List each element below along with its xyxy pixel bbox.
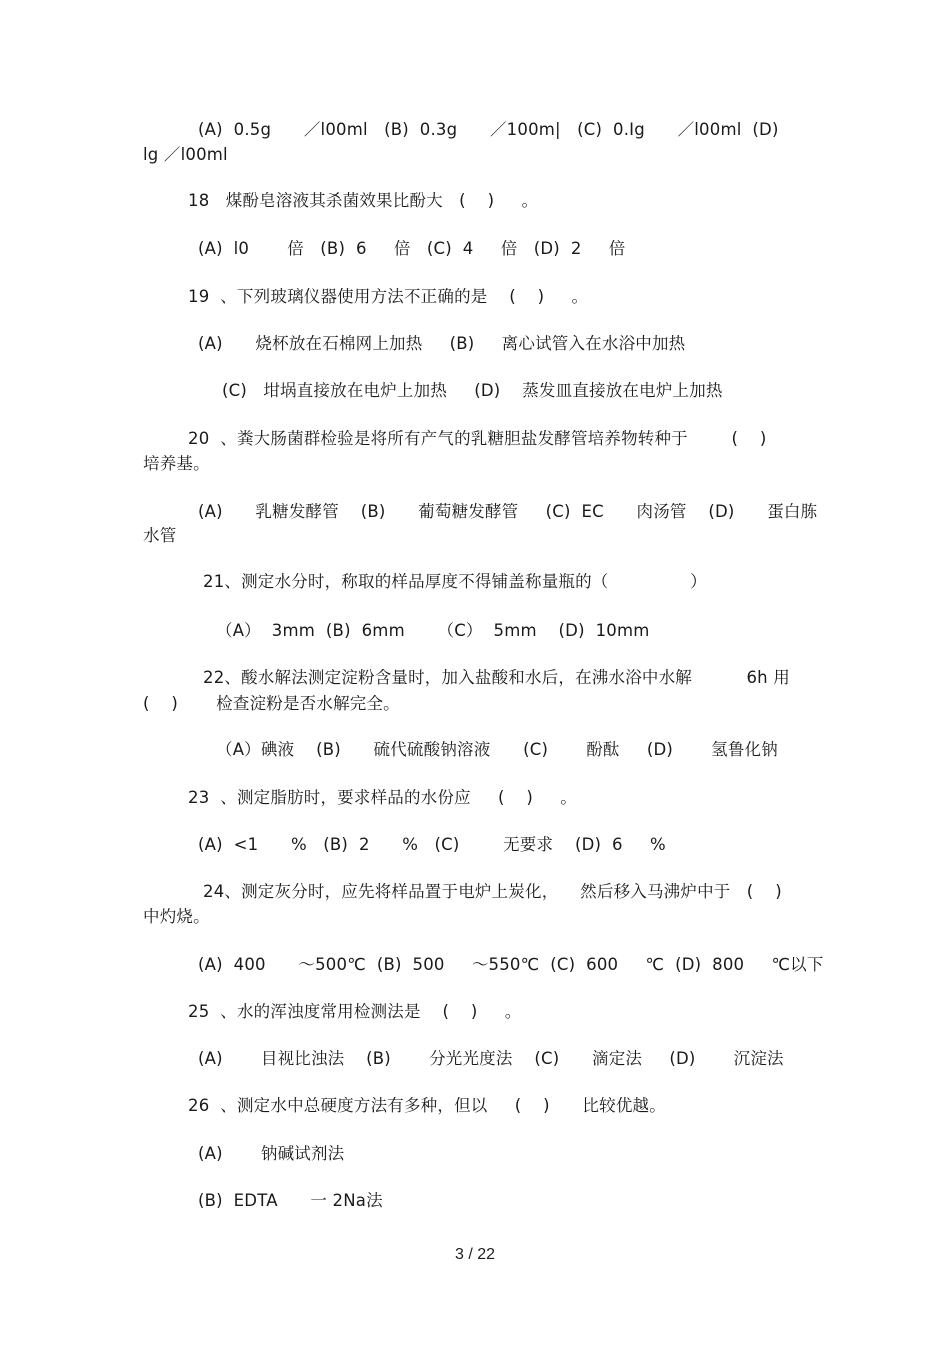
q22-options: （A）碘液 (B) 硫代硫酸钠溶液 (C) 酚酞 (D) 氢鲁化钠 — [216, 740, 778, 759]
question-19: 19 、下列玻璃仪器使用方法不正确的是 ( ) 。 — [188, 287, 589, 306]
q19-options-ab: (A) 烧杯放在石棉网上加热 (B) 离心试管入在水浴中加热 — [198, 334, 686, 353]
q17-options-line1: (A) 0.5g ／l00ml (B) 0.3g ／100m| (C) 0.Ig ／l00ml (D) — [198, 120, 779, 139]
q23-options: (A) <1 % (B) 2 % (C) 无要求 (D) 6 % — [198, 835, 666, 854]
q19-options-cd: (C) 坩埚直接放在电炉上加热 (D) 蒸发皿直接放在电炉上加热 — [222, 381, 723, 400]
q24-options: (A) 400 ～500℃ (B) 500 ～550℃ (C) 600 ℃ (D) 800 ℃以下 — [198, 955, 824, 974]
q17-options-line2: lg ／l00ml — [143, 145, 228, 164]
question-21: 21、测定水分时，称取的样品厚度不得铺盖称量瓶的（ ） — [203, 572, 707, 591]
question-24-line2: 中灼烧。 — [143, 907, 210, 926]
q20-options-line2: 水管 — [143, 526, 177, 545]
question-22-line2: ( ) 检查淀粉是否水解完全。 — [143, 694, 400, 713]
page-number: 3 / 22 — [454, 1246, 496, 1263]
question-23: 23 、测定脂肪时，要求样品的水份应 ( ) 。 — [188, 788, 577, 807]
q25-options: (A) 目视比浊法 (B) 分光光度法 (C) 滴定法 (D) 沉淀法 — [198, 1049, 784, 1068]
question-18: 18 煤酚皂溶液其杀菌效果比酚大 ( ) 。 — [188, 191, 539, 210]
q18-options: (A) l0 倍 (B) 6 倍 (C) 4 倍 (D) 2 倍 — [198, 239, 626, 258]
question-24-line1: 24、测定灰分时，应先将样品置于电炉上炭化， 然后移入马沸炉中于 ( ) — [203, 882, 782, 901]
question-20-line1: 20 、粪大肠菌群检验是将所有产气的乳糖胆盐发酵管培养物转种于 ( ) — [188, 429, 767, 448]
question-26: 26 、测定水中总硬度方法有多种，但以 ( ) 比较优越。 — [188, 1096, 666, 1115]
q20-options-line1: (A) 乳糖发酵管 (B) 葡萄糖发酵管 (C) EC 肉汤管 (D) 蛋白胨 — [198, 502, 818, 521]
q21-options: （A） 3mm (B) 6mm （C） 5mm (D) 10mm — [216, 621, 650, 640]
q26-option-b: (B) EDTA 一 2Na法 — [198, 1191, 383, 1210]
question-20-line2: 培养基。 — [143, 454, 210, 473]
question-22-line1: 22、酸水解法测定淀粉含量时，加入盐酸和水后，在沸水浴中水解 6h 用 — [203, 668, 790, 687]
q26-option-a: (A) 钠碱试剂法 — [198, 1144, 345, 1163]
question-25: 25 、水的浑浊度常用检测法是 ( ) 。 — [188, 1002, 522, 1021]
